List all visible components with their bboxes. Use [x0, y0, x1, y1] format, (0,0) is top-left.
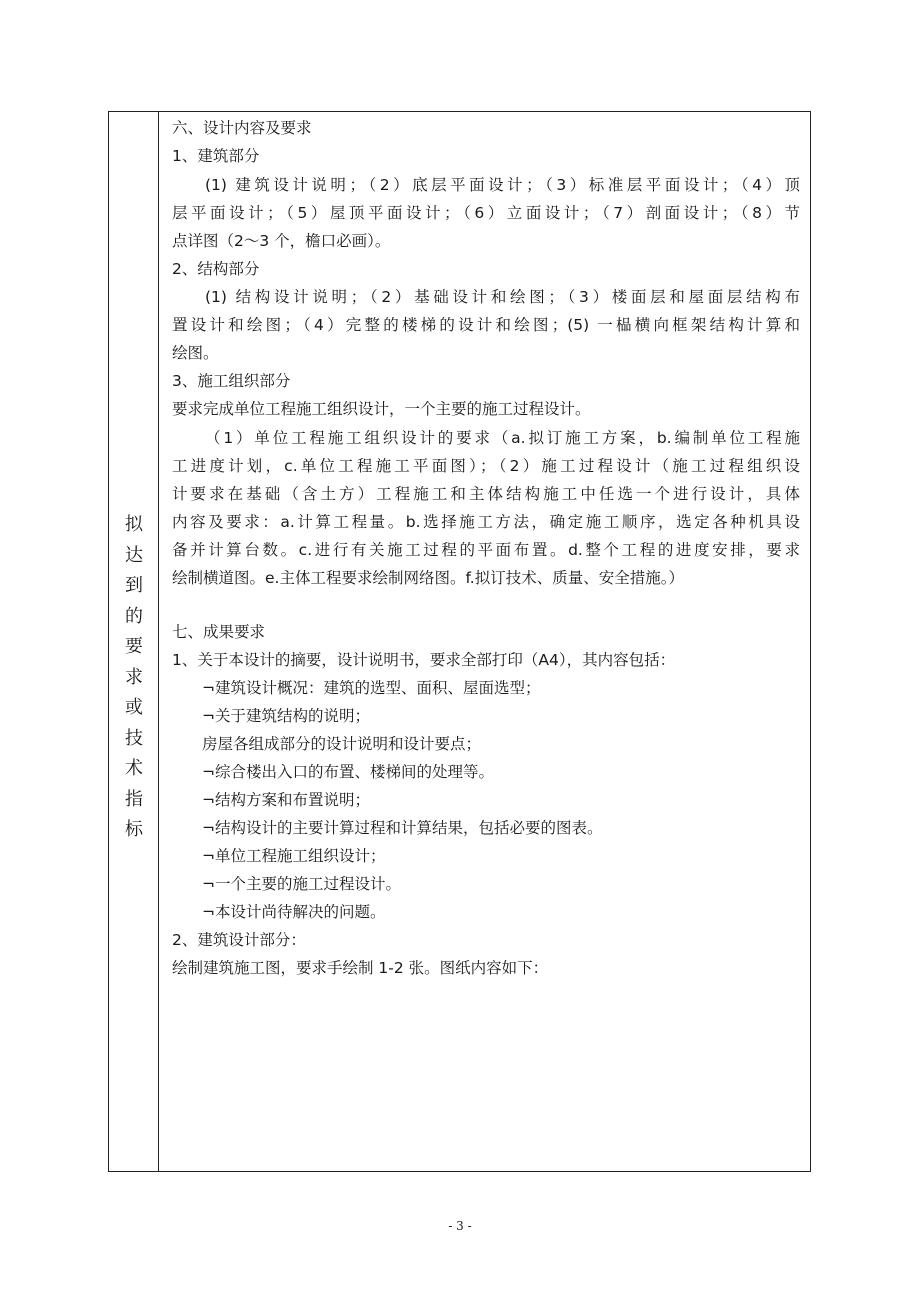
subsection-heading: 3、施工组织部分	[172, 372, 291, 390]
subsection-heading: 2、建筑设计部分：	[172, 931, 306, 949]
side-label-cell	[109, 112, 159, 1171]
list-item: 房屋各组成部分的设计说明和设计要点；	[202, 735, 482, 753]
text-line: 内容及要求：a.计算工程量。b.选择施工方法，确定施工顺序，选定各种机具设	[172, 513, 800, 531]
subsection-heading: 2、结构部分	[172, 260, 260, 278]
text-line: 绘制横道图。e.主体工程要求绘制网络图。f.拟订技术、质量、安全措施。）	[172, 569, 684, 587]
text-line: 工进度计划，c.单位工程施工平面图）；（2）施工过程设计（施工过程组织设	[172, 457, 800, 475]
list-item: ¬本设计尚待解决的问题。	[202, 903, 386, 921]
side-label-char: 指	[125, 788, 143, 810]
text-line: (1) 结构设计说明；（2）基础设计和绘图；（3）楼面层和屋面层结构布	[205, 288, 800, 306]
text-line: 置设计和绘图；（4）完整的楼梯的设计和绘图；(5) 一榀横向框架结构计算和	[172, 316, 800, 334]
requirements-table	[108, 111, 811, 1172]
content-cell	[159, 112, 810, 1171]
side-label-char: 要	[125, 636, 143, 657]
side-label-char: 术	[125, 758, 143, 779]
side-label-char: 求	[125, 666, 143, 688]
side-label-char: 的	[125, 605, 143, 627]
subsection-heading: 1、关于本设计的摘要，设计说明书，要求全部打印（A4），其内容包括：	[172, 651, 676, 669]
list-item: ¬综合楼出入口的布置、楼梯间的处理等。	[202, 763, 494, 781]
side-label-char: 标	[125, 819, 143, 840]
section-heading: 六、设计内容及要求	[172, 119, 312, 137]
list-item: ¬结构设计的主要计算过程和计算结果，包括必要的图表。	[202, 819, 603, 837]
text-line: 计要求在基础（含土方）工程施工和主体结构施工中任选一个进行设计，具体	[172, 485, 800, 503]
side-label-char: 拟	[125, 514, 143, 535]
text-line: (1) 建筑设计说明；（2）底层平面设计；（3）标准层平面设计；（4）顶	[205, 176, 800, 194]
side-label-char: 技	[125, 727, 143, 749]
side-label-char: 达	[125, 544, 143, 566]
text-line: 层平面设计；（5）屋顶平面设计；（6）立面设计；（7）剖面设计；（8）节	[172, 204, 800, 222]
side-label	[109, 510, 159, 846]
text-line: 要求完成单位工程施工组织设计，一个主要的施工过程设计。	[172, 400, 591, 418]
text-line: 备并计算台数。c.进行有关施工过程的平面布置。d.整个工程的进度安排，要求	[172, 541, 800, 559]
page-number: - 3 -	[448, 1219, 472, 1233]
text-line: （1）单位工程施工组织设计的要求（a.拟订施工方案，b.编制单位工程施	[205, 429, 800, 447]
text-line: 绘图。	[172, 344, 219, 362]
side-label-char: 到	[125, 575, 143, 596]
list-item: ¬关于建筑结构的说明；	[202, 707, 370, 725]
list-item: ¬结构方案和布置说明；	[202, 791, 370, 809]
list-item: ¬建筑设计概况：建筑的选型、面积、屋面选型；	[202, 679, 541, 697]
list-item: ¬一个主要的施工过程设计。	[202, 875, 401, 893]
text-line: 点详图（2～3 个，檐口必画）。	[172, 232, 391, 250]
text-line: 绘制建筑施工图，要求手绘制 1-2 张。图纸内容如下：	[172, 959, 549, 977]
section-heading: 七、成果要求	[172, 623, 266, 641]
list-item: ¬单位工程施工组织设计；	[202, 847, 386, 865]
side-label-char: 或	[125, 697, 143, 718]
subsection-heading: 1、建筑部分	[172, 147, 260, 165]
